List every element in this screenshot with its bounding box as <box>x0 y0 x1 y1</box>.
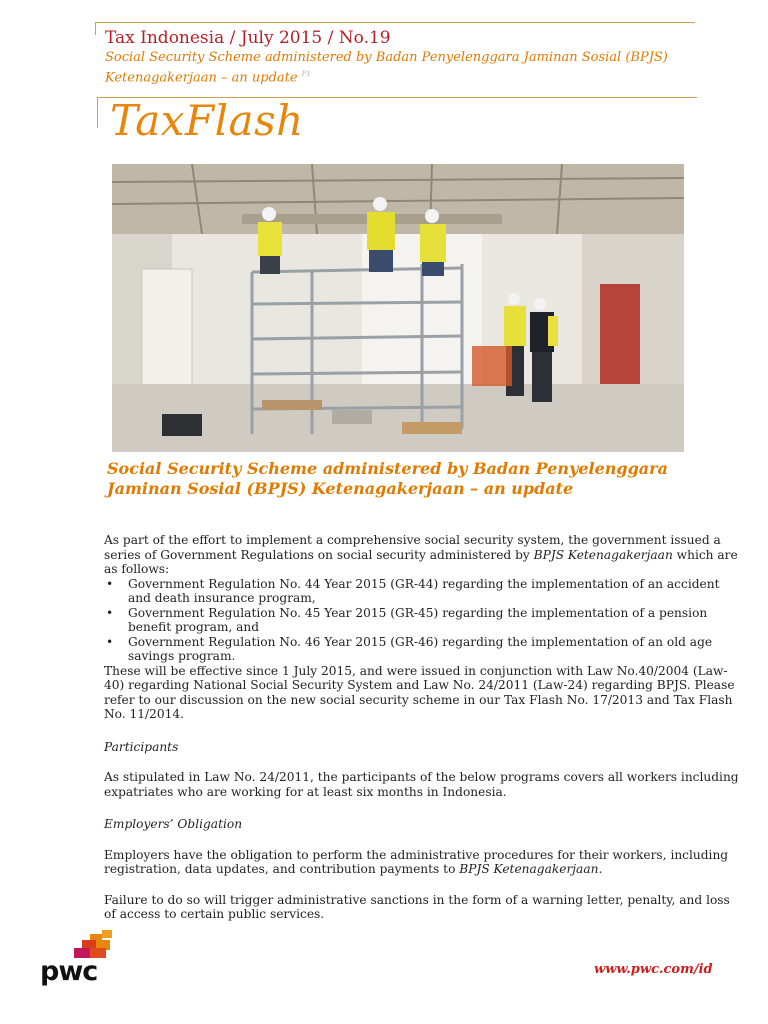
article-title: Social Security Scheme administered by Badan Penyelenggara Jaminan Sosial (BPJS) Ketenagakerjaan – an update <box>107 459 668 498</box>
pwc-wordmark: pwc <box>40 956 98 987</box>
intro-text: As part of the effort to implement a comprehensive social security system, the government issued a series of Government Regulations on social security administered by <box>104 533 721 562</box>
obligation-entity: BPJS Ketenagakerjaan <box>459 862 599 876</box>
participants-paragraph: As stipulated in Law No. 24/2011, the participants of the below programs covers all workers including expatriates who are working for at least six months in Indonesia. <box>104 770 739 799</box>
header-rule <box>95 22 695 24</box>
subtitle-text: Social Security Scheme administered by Badan Penyelenggara Jaminan Sosial (BPJS) Ketenagakerjaan – an update <box>105 50 668 86</box>
list-item: • Government Regulation No. 45 Year 2015 (GR-45) regarding the implementation of a pension benefit program, and <box>104 606 744 635</box>
participants-heading: Participants <box>104 739 179 754</box>
intro-paragraph <box>104 533 744 577</box>
list-item: • Government Regulation No. 46 Year 2015 (GR-46) regarding the implementation of an old age savings program. <box>104 635 744 664</box>
footer-url[interactable]: www.pwc.com/id <box>594 962 713 977</box>
intro-suffix: which are as follows: <box>104 547 738 576</box>
sanctions-paragraph: Failure to do so will trigger administrative sanctions in the form of a warning letter, penalty, and loss of access to certain public services. <box>104 892 730 921</box>
article-body <box>104 533 744 922</box>
obligation-heading: Employers’ Obligation <box>104 817 243 831</box>
obligation-suffix: . <box>598 862 603 876</box>
brand-title: TaxFlash <box>110 96 304 145</box>
intro-entity: BPJS Ketenagakerjaan <box>533 547 673 562</box>
obligation-text: Employers have the obligation to perform the administrative procedures for their workers, including registration, data updates, and contribution payments to <box>104 847 729 876</box>
page-marker: P1 <box>301 70 311 78</box>
list-item: • Government Regulation No. 44 Year 2015 (GR-44) regarding the implementation of an accident and death insurance program, <box>104 577 744 606</box>
newsletter-title: Tax Indonesia / July 2015 / No.19 <box>105 28 391 48</box>
construction-photo <box>112 164 684 452</box>
newsletter-subtitle <box>105 49 705 86</box>
effective-paragraph: These will be effective since 1 July 2015, and were issued in conjunction with Law No.40/2004 (Law-40) regarding National Social Security System and Law No. 24/2011 (Law-24) regarding BPJS. Please refer to our discussion on the new social security scheme in our Tax Flash No. 17/2013 and Tax Flash No. 11/2014. <box>104 663 735 721</box>
obligation-paragraph <box>104 848 744 877</box>
regulation-list <box>104 577 744 664</box>
